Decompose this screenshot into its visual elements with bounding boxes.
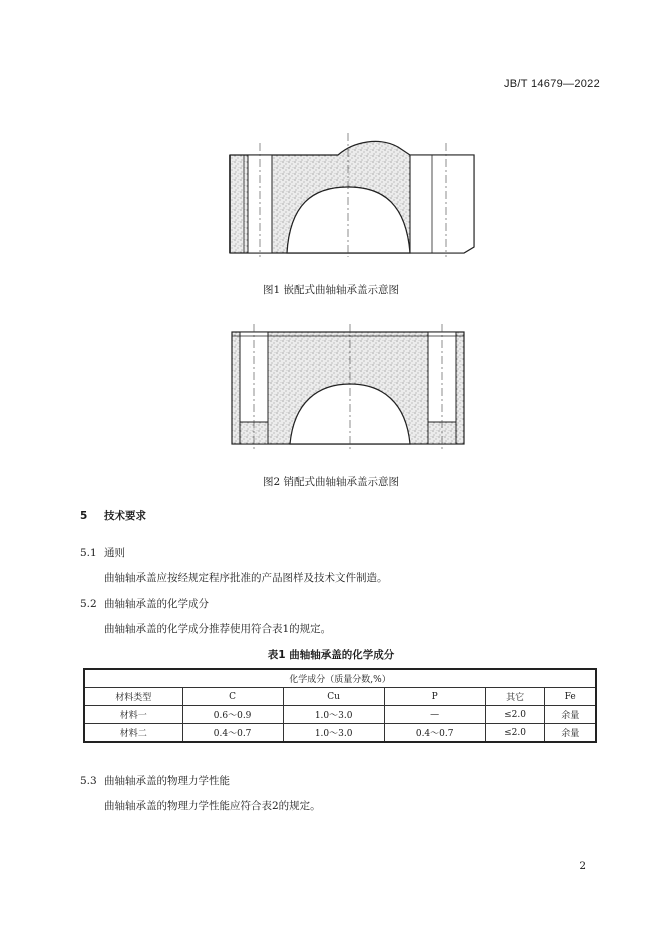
section-5-1-title: 通则	[104, 547, 125, 559]
section-5-2-title: 曲轴轴承盖的化学成分	[104, 598, 209, 610]
figure-1-caption: 图1 嵌配式曲轴轴承盖示意图	[262, 284, 400, 296]
section-5-heading	[80, 508, 146, 523]
table-header-cell: C	[182, 688, 283, 706]
table-header-cell: 材料类型	[84, 688, 182, 706]
section-5-2-number: 5.2	[80, 598, 97, 610]
figure-1-drawing	[0, 125, 662, 260]
section-5-3-title: 曲轴轴承盖的物理力学性能	[104, 775, 230, 787]
section-5-3-heading	[80, 773, 230, 788]
table-header-cell: Fe	[545, 688, 596, 706]
table-cell: 0.4～0.7	[384, 724, 485, 743]
section-5-1-number: 5.1	[80, 547, 97, 559]
figure-2-caption: 图2 销配式曲轴轴承盖示意图	[262, 476, 400, 488]
table-group-header-row	[84, 669, 596, 688]
table-header-cell: P	[384, 688, 485, 706]
table-1	[83, 668, 597, 743]
table-row	[84, 724, 596, 743]
section-5-1-heading	[80, 545, 125, 560]
table-cell: 材料一	[84, 706, 182, 724]
table-cell: 0.4～0.7	[182, 724, 283, 743]
section-5-2-heading	[80, 596, 209, 611]
table-group-header: 化学成分（质量分数,%）	[84, 669, 596, 688]
table-cell: 1.0～3.0	[283, 706, 384, 724]
table-cell: 1.0～3.0	[283, 724, 384, 743]
table-header-cell: Cu	[283, 688, 384, 706]
section-5-3-text: 曲轴轴承盖的物理力学性能应符合表2的规定。	[104, 800, 321, 812]
section-5-1-text: 曲轴轴承盖应按经规定程序批准的产品图样及技术文件制造。	[104, 572, 388, 584]
table-header-row	[84, 688, 596, 706]
table-cell: ≤2.0	[485, 724, 545, 743]
table-cell: 余量	[545, 724, 596, 743]
page-number: 2	[579, 860, 586, 872]
table-cell: —	[384, 706, 485, 724]
section-5-3-number: 5.3	[80, 775, 97, 787]
table-cell: 余量	[545, 706, 596, 724]
table-cell: ≤2.0	[485, 706, 545, 724]
table-row	[84, 706, 596, 724]
figure-2-drawing	[0, 322, 662, 452]
table-cell: 材料二	[84, 724, 182, 743]
section-5-2-text: 曲轴轴承盖的化学成分推荐使用符合表1的规定。	[104, 623, 332, 635]
section-5-title: 技术要求	[104, 510, 146, 522]
table-header-cell: 其它	[485, 688, 545, 706]
table-cell: 0.6～0.9	[182, 706, 283, 724]
standard-id: JB/T 14679—2022	[503, 78, 600, 90]
section-5-number: 5	[80, 510, 88, 522]
table-1-title: 表1 曲轴轴承盖的化学成分	[267, 649, 395, 661]
